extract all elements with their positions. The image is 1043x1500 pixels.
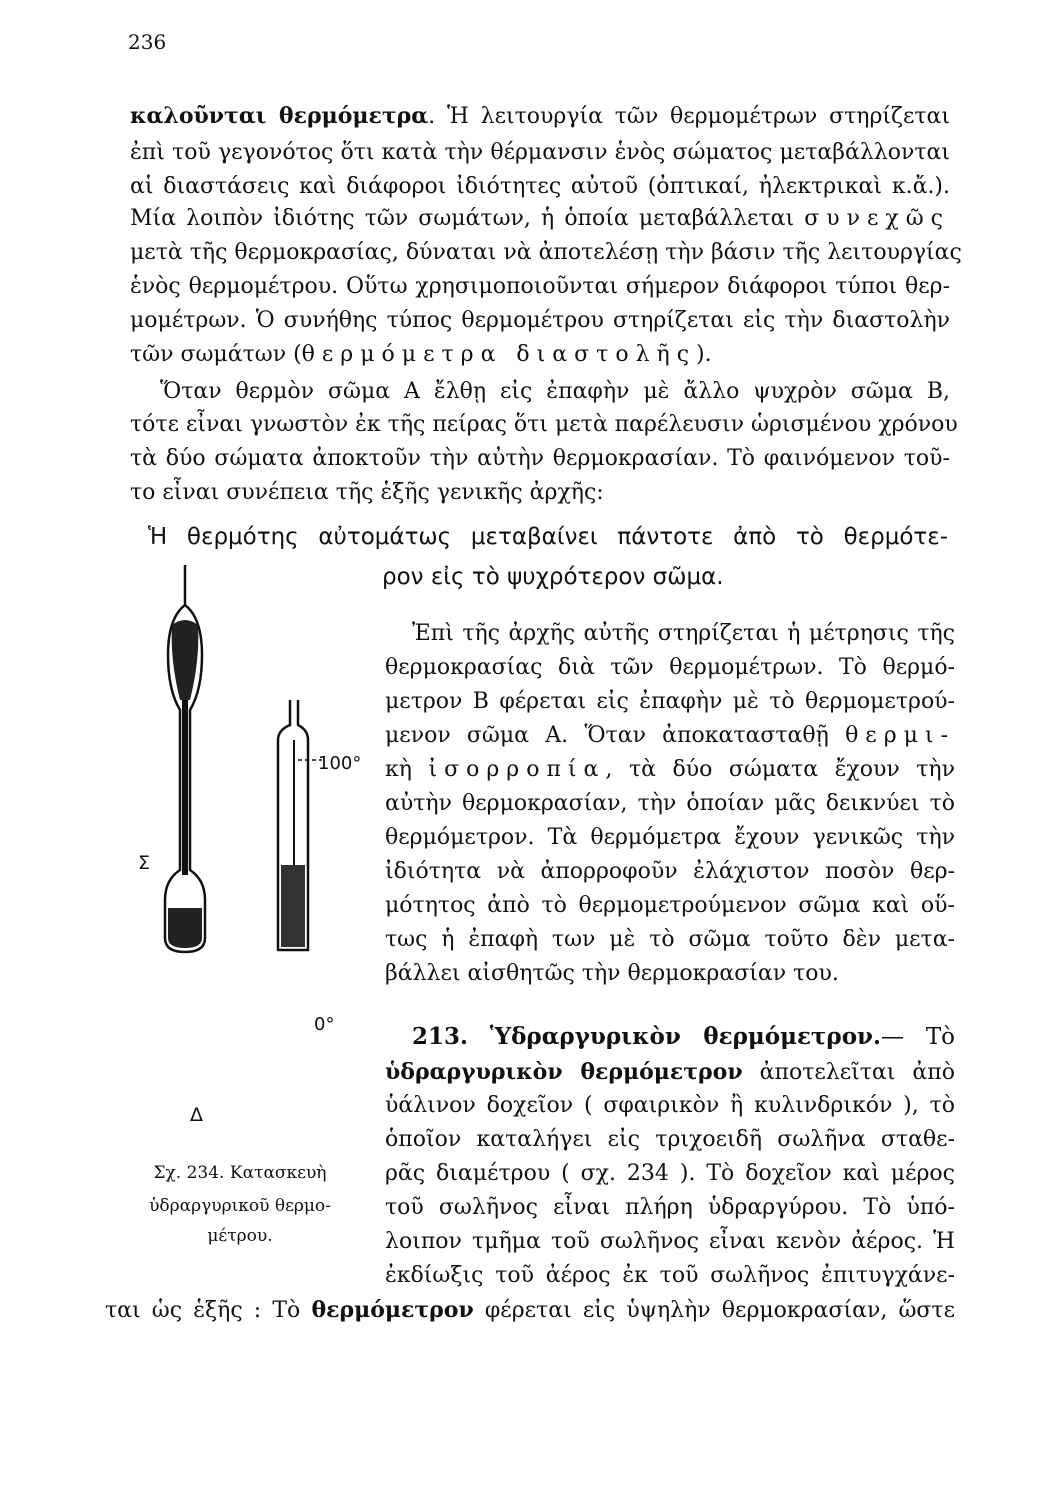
- paragraph-line: θερμόμετρον. Τὰ θερμόμετρα ἔχουν γενικῶς τὴν: [385, 825, 955, 850]
- paragraph-line: αἱ διαστάσεις καὶ διάφοροι ἰδιότητες αὐτοῦ (ὀπτικαί, ἠλεκτρικαὶ κ.ἄ.).: [130, 174, 950, 199]
- left-thermometer-mercury-column: [182, 700, 188, 875]
- left-thermometer-bulb-mercury: [168, 908, 202, 948]
- spaced-word: συνεχῶς: [804, 206, 950, 231]
- paragraph-line: [130, 101, 950, 132]
- text-run: ).: [696, 342, 712, 367]
- principle-line: Ἡ θερμότης αὐτομάτως μεταβαίνει πάντοτε ἀπὸ τὸ θερμότε-: [148, 524, 948, 550]
- paragraph-line: ὁποῖον καταλήγει εἰς τριχοειδῆ σωλῆνα σταθε-: [385, 1127, 955, 1152]
- paragraph-line: μετὰ τῆς θερμοκρασίας, δύναται νὰ ἀποτελέσῃ τὴν βάσιν τῆς λειτουργίας: [130, 240, 962, 265]
- bold-term: θερμόμετρον: [311, 1297, 474, 1323]
- text-run: ται ὡς ἑξῆς : Τὸ: [105, 1298, 312, 1323]
- label-100-degrees: 100°: [318, 753, 362, 774]
- text-run: — Τὸ: [881, 1024, 956, 1050]
- paragraph-line: Ἐπὶ τῆς ἀρχῆς αὐτῆς στηρίζεται ἡ μέτρησις τῆς: [412, 621, 955, 646]
- label-0-degrees: 0°: [314, 1014, 335, 1035]
- text-run: [468, 1024, 490, 1050]
- paragraph-line: [385, 1057, 955, 1088]
- figure-caption-line: ὑδραργυρικοῦ θερμο-: [149, 1196, 331, 1216]
- paragraph-line: λοιπον τμῆμα τοῦ σωλῆνος εἶναι κενὸν ἀέρος. Ἡ: [385, 1229, 955, 1254]
- paragraph-line: [130, 204, 950, 234]
- paragraph-line: [385, 721, 955, 751]
- figure-caption-line: μέτρου.: [207, 1226, 273, 1246]
- paragraph-line: ἰδιότητα νὰ ἀπορροφοῦν ἐλάχιστον ποσὸν θερ-: [385, 859, 955, 884]
- text-run: , τὰ δύο σώματα ἔχουν τὴν: [605, 757, 955, 782]
- paragraph-line: ἑνὸς θερμομέτρου. Οὕτω χρησιμοποιοῦνται σήμερον διάφοροι τύποι θερ-: [130, 274, 950, 299]
- section-heading: [412, 1022, 955, 1052]
- paragraph-line: τότε εἶναι γνωστὸν ἐκ τῆς πείρας ὅτι μετὰ παρέλευσιν ὡρισμένου χρόνου: [130, 412, 958, 437]
- paragraph-line: ἐκδίωξις τοῦ ἀέρος ἐκ τοῦ σωλῆνος ἐπιτυγχάνε-: [385, 1263, 955, 1288]
- spaced-word: ἰσορροπία: [428, 757, 606, 782]
- text-run: ἀποτελεῖται ἀπὸ: [742, 1060, 955, 1085]
- bold-lead: καλοῦνται: [130, 103, 279, 129]
- right-thermometer-bulb-mercury: [281, 865, 305, 947]
- text-run: κὴ: [385, 757, 429, 782]
- paragraph-line: [385, 755, 955, 785]
- text-run: τῶν σωμάτων (: [130, 342, 302, 367]
- paragraph-line: μετρον Β φέρεται εἰς ἐπαφὴν μὲ τὸ θερμομετρού-: [385, 689, 955, 714]
- left-thermometer-upper-bulb-mercury: [172, 620, 199, 700]
- spaced-word: θερμι-: [845, 723, 955, 748]
- text-run: φέρεται εἰς ὑψηλὴν θερμοκρασίαν, ὥστε: [473, 1298, 956, 1323]
- paragraph-line: ὑάλινον δοχεῖον ( σφαιρικὸν ἢ κυλινδρικόν ), τὸ: [385, 1093, 955, 1118]
- paragraph-line: Ὅταν θερμὸν σῶμα Α ἔλθῃ εἰς ἐπαφὴν μὲ ἄλλο ψυχρὸν σῶμα Β,: [160, 379, 950, 404]
- paragraph-line: μομέτρων. Ὁ συνήθης τύπος θερμομέτρου στηρίζεται εἰς τὴν διαστολὴν: [130, 308, 950, 333]
- paragraph-line: θερμοκρασίας διὰ τῶν θερμομέτρων. Τὸ θερμό-: [385, 655, 955, 680]
- page-number: 236: [128, 30, 167, 54]
- principle-line: ρον εἰς τὸ ψυχρότερον σῶμα.: [382, 564, 724, 590]
- label-sigma: Σ: [138, 852, 151, 874]
- bold-term: θερμόμετρα: [278, 103, 429, 129]
- paragraph-line: μότητος ἀπὸ τὸ θερμομετρούμενον σῶμα καὶ οὕ-: [385, 893, 955, 918]
- paragraph-line: αὐτὴν θερμοκρασίαν, τὴν ὁποίαν μᾶς δεικνύει τὸ: [385, 791, 955, 816]
- text-run: Μία λοιπὸν ἰδιότης τῶν σωμάτων, ἡ ὁποία μεταβάλλεται: [130, 206, 805, 231]
- text-run: . Ἡ λειτουργία τῶν θερμομέτρων στηρίζεται: [428, 104, 950, 129]
- figure-caption-line: Σχ. 234. Κατασκευὴ: [153, 1163, 327, 1183]
- paragraph-line: τοῦ σωλῆνος εἶναι πλήρη ὑδραργύρου. Τὸ ὑπό-: [385, 1195, 955, 1220]
- paragraph-line: ρᾶς διαμέτρου ( σχ. 234 ). Τὸ δοχεῖον καὶ μέρος: [385, 1161, 955, 1186]
- text-run: μενον σῶμα Α. Ὅταν ἀποκατασταθῇ: [385, 723, 846, 748]
- paragraph-line: [130, 340, 712, 370]
- spaced-term: θερμόμετρα διαστολῆς: [301, 342, 697, 367]
- section-number: 213.: [412, 1023, 469, 1050]
- paragraph-line: το εἶναι συνέπεια τῆς ἑξῆς γενικῆς ἀρχῆς:: [130, 480, 604, 505]
- section-title: Ὑδραργυρικὸν θερμόμετρον.: [489, 1023, 882, 1050]
- bold-term: ὑδραργυρικὸν θερμόμετρον: [385, 1059, 743, 1085]
- paragraph-line: τως ἡ ἐπαφὴ των μὲ τὸ σῶμα τοῦτο δὲν μετα-: [385, 927, 955, 952]
- paragraph-line: τὰ δύο σώματα ἀποκτοῦν τὴν αὐτὴν θερμοκρασίαν. Τὸ φαινόμενον τοῦ-: [130, 446, 950, 471]
- label-delta: Δ: [190, 1104, 203, 1126]
- paragraph-line: βάλλει αἰσθητῶς τὴν θερμοκρασίαν του.: [385, 961, 839, 986]
- paragraph-line: ἐπὶ τοῦ γεγονότος ὅτι κατὰ τὴν θέρμανσιν ἑνὸς σώματος μεταβάλλονται: [130, 140, 950, 165]
- paragraph-line: [105, 1295, 955, 1326]
